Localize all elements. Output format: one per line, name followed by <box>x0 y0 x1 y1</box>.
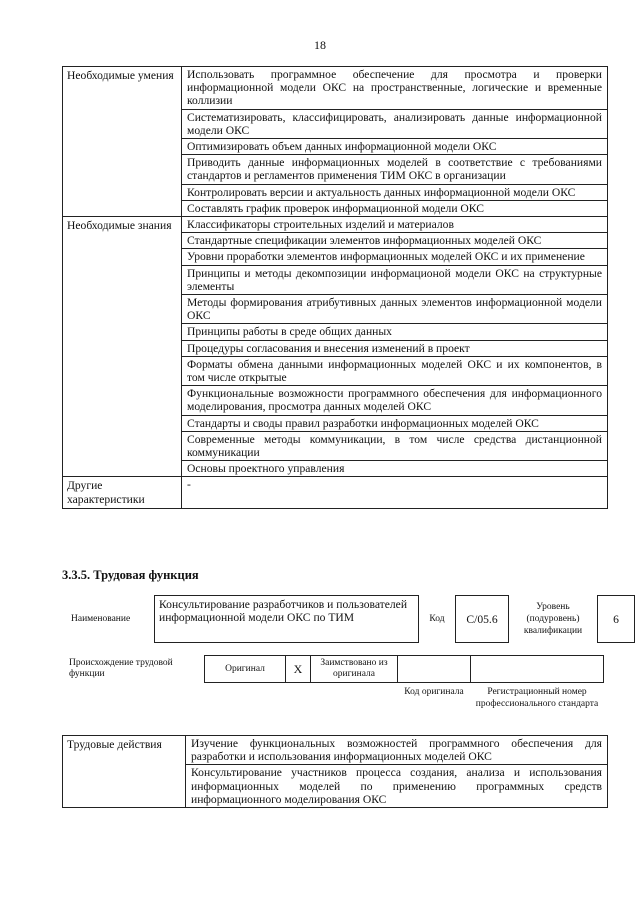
skills-label: Необходимые умения <box>63 67 182 217</box>
actions-label: Трудовые действия <box>63 736 186 808</box>
knowledge-item: Стандартные спецификации элементов информационных моделей ОКС <box>182 233 608 249</box>
knowledge-item: Функциональные возможности программного обеспечения для информационного моделирования, просмотра данных моделей ОКС <box>182 386 608 415</box>
code-label: Код <box>429 614 445 624</box>
actions-table <box>62 735 608 808</box>
action-item: Изучение функциональных возможностей программного обеспечения для разработки и использования информационных моделей ОКС <box>186 736 608 765</box>
code-caption: Код оригинала <box>404 687 464 697</box>
knowledge-item: Методы формирования атрибутивных данных элементов информационной модели ОКС <box>182 295 608 324</box>
skill-item: Составлять график проверок информационной модели ОКС <box>182 200 608 216</box>
skill-item: Контролировать версии и актуальность данных информационной модели ОКС <box>182 184 608 200</box>
original-label: Оригинал <box>205 656 286 683</box>
name-label: Наименование <box>71 614 131 624</box>
knowledge-label: Необходимые знания <box>63 217 182 477</box>
skill-item: Приводить данные информационных моделей в соответствие с требованиями стандартов и регламентов применения ТИМ ОКС в организации <box>182 155 608 184</box>
skill-item: Использовать программное обеспечение для просмотра и проверки информационной модели ОКС на пространственные, логические и временные коллизии <box>182 67 608 110</box>
skill-item: Систематизировать, классифицировать, анализировать данные информационной модели ОКС <box>182 109 608 138</box>
knowledge-item: Принципы работы в среде общих данных <box>182 324 608 340</box>
original-code-box <box>398 656 471 683</box>
knowledge-item: Форматы обмена данными информационных моделей ОКС и их компонентов, в том числе открытые <box>182 356 608 385</box>
knowledge-item: Стандарты и своды правил разработки информационных моделей ОКС <box>182 415 608 431</box>
original-mark: X <box>286 656 311 683</box>
function-code: C/05.6 <box>456 596 509 643</box>
knowledge-item: Уровни проработки элементов информационных моделей ОКС и их применение <box>182 249 608 265</box>
level-value: 6 <box>598 596 635 643</box>
knowledge-item: Основы проектного управления <box>182 461 608 477</box>
knowledge-item: Современные методы коммуникации, в том числе средства дистанционной коммуникации <box>182 431 608 460</box>
function-header-table <box>66 595 635 643</box>
requirements-table <box>62 66 608 509</box>
knowledge-item: Процедуры согласования и внесения изменений в проект <box>182 340 608 356</box>
level-label: Уровень (подуровень) квалификации <box>523 602 583 636</box>
knowledge-item: Принципы и методы декомпозиции информационой модели ОКС на структурные элементы <box>182 265 608 294</box>
knowledge-item: Классификаторы строительных изделий и материалов <box>182 217 608 233</box>
other-label: Другие характеристики <box>63 477 182 508</box>
skill-item: Оптимизировать объем данных информационной модели ОКС <box>182 139 608 155</box>
origin-table <box>66 655 604 710</box>
origin-label: Происхождение трудовой функции <box>69 658 173 679</box>
borrowed-label: Заимствовано из оригинала <box>311 656 398 683</box>
other-value: - <box>182 477 608 508</box>
page-number: 18 <box>314 38 326 52</box>
action-item: Консультирование участников процесса создания, анализа и использования информационных моделей по применению программных средств информационного моделирования ОКС <box>186 765 608 808</box>
section-heading: 3.3.5. Трудовая функция <box>62 568 199 582</box>
function-name: Консультирование разработчиков и пользователей информационной модели ОКС по ТИМ <box>155 596 419 643</box>
reg-number-box <box>471 656 604 683</box>
reg-caption: Регистрационный номер профессионального стандарта <box>475 687 599 709</box>
